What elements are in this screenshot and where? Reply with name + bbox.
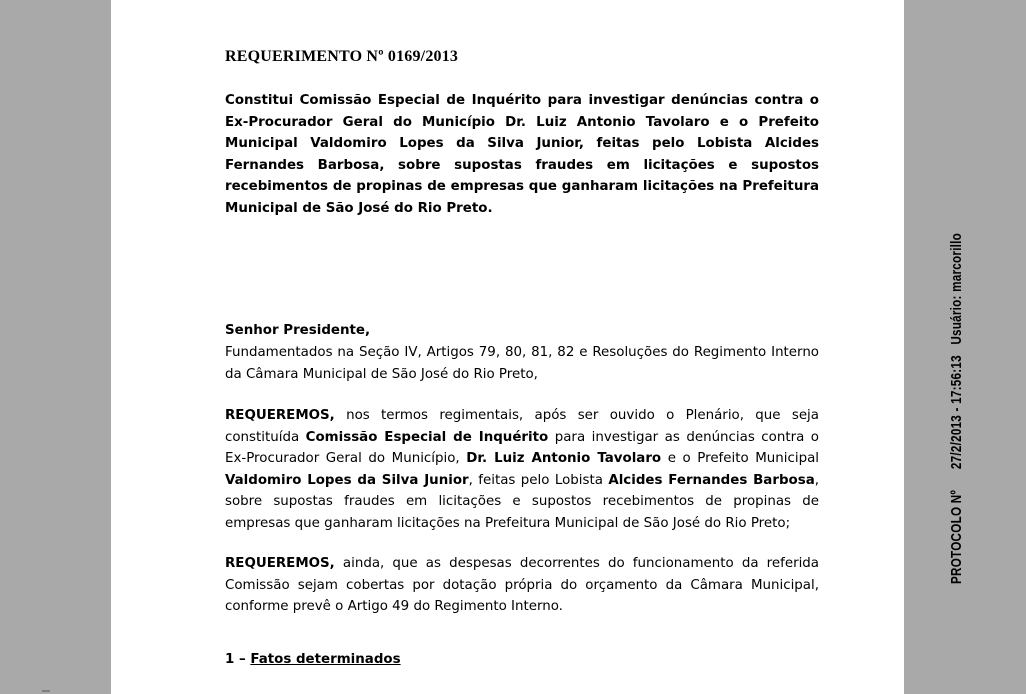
commission-name: Comissão Especial de Inquérito [305, 429, 549, 445]
section-number: 1 – [225, 652, 251, 667]
section-heading-fatos [225, 649, 401, 671]
paragraph-requeremos-2 [225, 553, 819, 618]
document-summary: Constitui Comissão Especial de Inquérito para investigar denúncias contra o Ex-Procurador Geral do Município Dr. Luiz Antonio Tavolaro e o Prefeito Municipal Valdomiro Lopes da Silva Junior, feitas pelo Lobista Alcides Fernandes Barbosa, sobre supostas fraudes em licitações e supostos recebimentos de propinas de empresas que ganharam licitações na Prefeitura Municipal de São José do Rio Preto. [225, 93, 819, 216]
document-page [111, 0, 965, 694]
paragraph-text: , sobre supostas fraudes em licitações e supostos recebimentos de propinas de empresas que ganharam licitações na Prefeitura Municipal de São José do Rio Preto; [225, 472, 820, 531]
paragraph-text: nos termos regimentais, após ser ouvido o Plenário, que seja constituída [225, 408, 819, 445]
paragraph-fundamentados: Fundamentados na Seção IV, Artigos 79, 80, 81, 82 e Resoluções do Regimento Interno da Câmara Municipal de São José do Rio Preto, [225, 345, 819, 382]
requeremos-label: REQUEREMOS, [225, 408, 335, 423]
salutation: Senhor Presidente, [225, 323, 371, 338]
person-name: Valdomiro Lopes da Silva Junior [225, 472, 469, 488]
protocol-stamp [948, 233, 965, 584]
section-title: Fatos determinados [250, 652, 401, 667]
scroll-marker [42, 690, 50, 692]
person-name: Dr. Luiz Antonio Tavolaro [466, 451, 662, 467]
person-name: Alcides Fernandes Barbosa [608, 472, 815, 488]
protocol-user: Usuário: marcorillo [948, 232, 965, 345]
protocol-datetime: 27/2/2013 - 17:56:13 [948, 355, 965, 470]
paragraph-text: , feitas pelo Lobista [468, 472, 609, 488]
requeremos-label: REQUEREMOS, [225, 556, 335, 571]
document-title: REQUERIMENTO Nº 0169/2013 [225, 48, 459, 65]
paragraph-requeremos-1 [225, 405, 819, 535]
paragraph-text: para investigar as denúncias contra o Ex-Procurador Geral do Município, [225, 429, 819, 467]
protocol-label: PROTOCOLO Nº [948, 490, 965, 584]
paragraph-text: e o Prefeito Municipal [661, 451, 819, 467]
paragraph-text: ainda, que as despesas decorrentes do funcionamento da referida Comissão sejam cobertas por dotação própria do orçamento da Câmara Municipal, conforme prevê o Artigo 49 do Regimento Interno. [225, 556, 819, 615]
